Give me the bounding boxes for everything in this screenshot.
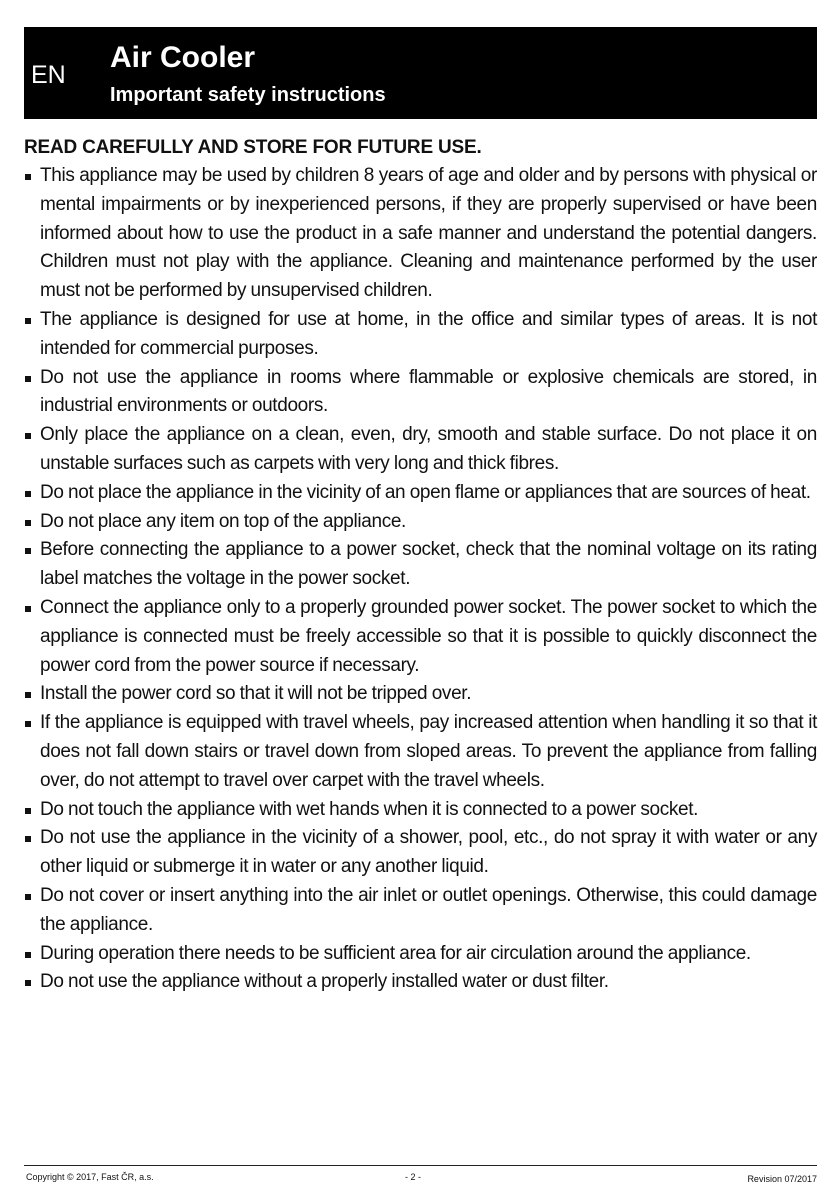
list-item-text: The appliance is designed for use at home, in the office and similar types of areas. It is not intended for commercial purposes. (40, 308, 817, 359)
revision-text: Revision 07/2017 (747, 1174, 817, 1184)
bullet-icon (25, 808, 31, 814)
list-item-text: Do not use the appliance without a properly installed water or dust filter. (40, 971, 609, 993)
list-item-text: Do not place any item on top of the appliance. (40, 510, 406, 532)
list-item (24, 882, 817, 940)
bullet-icon (25, 174, 31, 180)
bullet-icon (25, 520, 31, 526)
list-item-text: Install the power cord so that it will not be tripped over. (40, 683, 472, 705)
intro-heading: READ CAREFULLY AND STORE FOR FUTURE USE. (24, 137, 482, 158)
list-item (24, 162, 817, 306)
list-item-text: If the appliance is equipped with travel wheels, pay increased attention when handling it so that it does not fall down stairs or travel down from sloped areas. To prevent the appliance from falling over, do not attempt to travel over carpet with the travel wheels. (40, 712, 817, 791)
bullet-icon (25, 692, 31, 698)
main-content (24, 134, 817, 997)
document-subtitle: Important safety instructions (110, 84, 386, 106)
list-item-text: Do not place the appliance in the vicinity of an open flame or appliances that are sources of heat. (40, 481, 811, 503)
list-item (24, 940, 817, 969)
list-item (24, 364, 817, 422)
bullet-icon (25, 894, 31, 900)
bullet-icon (25, 836, 31, 842)
list-item-text: Do not cover or insert anything into the air inlet or outlet openings. Otherwise, this could damage the appliance. (40, 884, 817, 935)
header-banner (24, 27, 817, 119)
bullet-icon (25, 318, 31, 324)
list-item (24, 824, 817, 882)
list-item-text: Connect the appliance only to a properly grounded power socket. The power socket to which the appliance is connected must be freely accessible so that it is possible to quickly disconnect the power cord from the power source if necessary. (40, 596, 817, 676)
list-item-text: Only place the appliance on a clean, even, dry, smooth and stable surface. Do not place it on unstable surfaces such as carpets with very long and thick fibres. (40, 424, 817, 474)
bullet-icon (25, 721, 31, 727)
list-item (24, 968, 817, 997)
document-title: Air Cooler (110, 41, 256, 74)
bullet-icon (25, 433, 31, 439)
page-number: - 2 - (405, 1172, 422, 1182)
list-item (24, 796, 817, 825)
list-item (24, 594, 817, 680)
bullet-icon (25, 491, 31, 497)
list-item (24, 709, 817, 795)
page-footer (24, 1165, 817, 1188)
list-item-text: Do not use the appliance in the vicinity of a shower, pool, etc., do not spray it with water or any other liquid or submerge it in water or any another liquid. (40, 827, 817, 878)
list-item (24, 536, 817, 594)
list-item (24, 508, 817, 537)
list-item-text: During operation there needs to be sufficient area for air circulation around the appliance. (40, 942, 751, 964)
list-item (24, 479, 817, 508)
language-code: EN (31, 61, 66, 89)
list-item-text: Before connecting the appliance to a power socket, check that the nominal voltage on its rating label matches the voltage in the power socket. (40, 539, 817, 590)
bullet-icon (25, 980, 31, 986)
copyright-text: Copyright © 2017, Fast ČR, a.s. (26, 1172, 154, 1182)
list-item-text: This appliance may be used by children 8 years of age and older and by persons with physical or mental impairments or by inexperienced persons, if they are properly supervised or have been informed about how to use the product in a safe manner and understand the potential dangers. Children must not play with the appliance. Cleaning and maintenance performed by the user must not be performed by unsupervised children. (40, 165, 817, 302)
list-item (24, 421, 817, 479)
list-item (24, 680, 817, 709)
list-item (24, 306, 817, 364)
bullet-icon (25, 952, 31, 958)
bullet-icon (25, 548, 31, 554)
list-item-text: Do not touch the appliance with wet hands when it is connected to a power socket. (40, 798, 699, 820)
bullet-icon (25, 606, 31, 612)
list-item-text: Do not use the appliance in rooms where flammable or explosive chemicals are stored, in industrial environments or outdoors. (40, 366, 817, 417)
bullet-icon (25, 376, 31, 382)
safety-rules-list (24, 162, 817, 997)
